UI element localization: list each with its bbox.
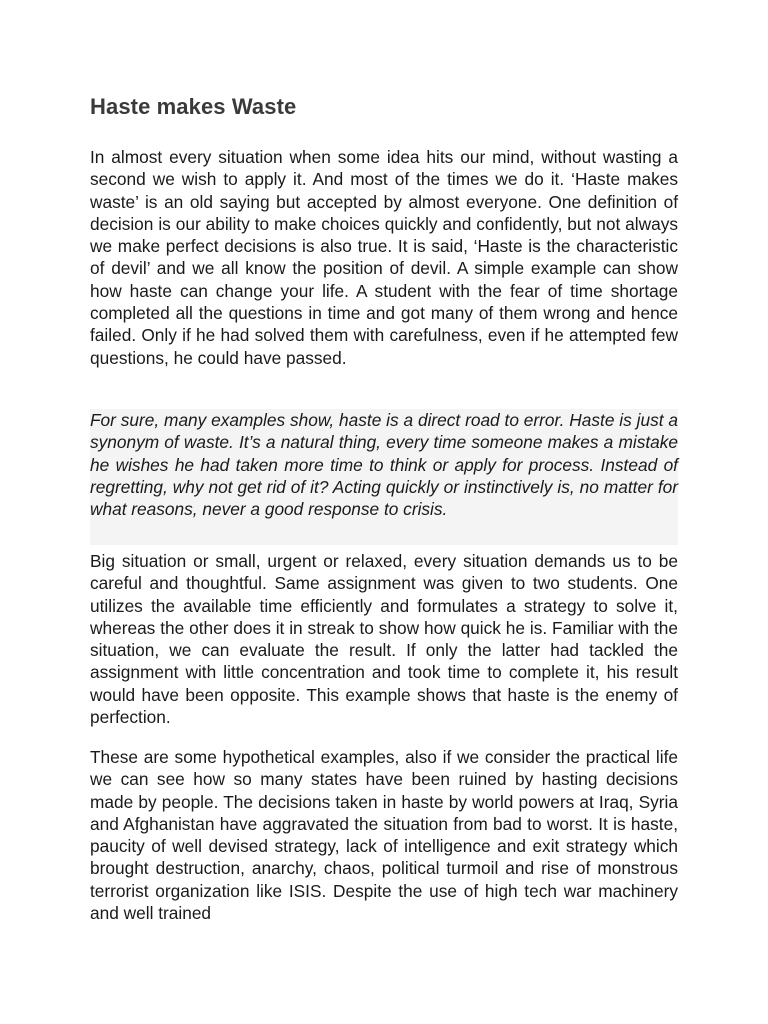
paragraph-example: Big situation or small, urgent or relaxed, every situation demands us to be careful and thoughtful. Same assignment was given to two students. One utilizes the available time efficiently and formulates a strategy to solve it, whereas the other does it in streak to show how quick he is. Familiar with the situation, we can evaluate the result. If only the latter had tackled the assignment with little concentration and took time to complete it, his result would have been opposite. This example shows that haste is the enemy of perfection.	[90, 551, 678, 728]
paragraph-practical: These are some hypothetical examples, also if we consider the practical life we can see how so many states have been ruined by hasting decisions made by people. The decisions taken in haste by world powers at Iraq, Syria and Afghanistan have aggravated the situation from bad to worst. It is haste, paucity of well devised strategy, lack of intelligence and exit strategy which brought destruction, anarchy, chaos, political turmoil and rise of monstrous terrorist organization like ISIS. Despite the use of high tech war machinery and well trained	[90, 747, 678, 924]
highlighted-quote-block	[90, 409, 678, 545]
paragraph-quote: For sure, many examples show, haste is a direct road to error. Haste is just a synonym of waste. It’s a natural thing, every time someone makes a mistake he wishes he had taken more time to think or apply for process. Instead of regretting, why not get rid of it? Acting quickly or instinctively is, no matter for what reasons, never a good response to crisis.	[90, 410, 678, 520]
page-title: Haste makes Waste	[90, 94, 297, 119]
paragraph-intro: In almost every situation when some idea hits our mind, without wasting a second we wish to apply it. And most of the times we do it. ‘Haste makes waste’ is an old saying but accepted by almost everyone. One definition of decision is our ability to make choices quickly and confidently, but not always we make perfect decisions is also true. It is said, ‘Haste is the characteristic of devil’ and we all know the position of devil. A simple example can show how haste can change your life. A student with the fear of time shortage completed all the questions in time and got many of them wrong and hence failed. Only if he had solved them with carefulness, even if he attempted few questions, he could have passed.	[90, 147, 678, 368]
